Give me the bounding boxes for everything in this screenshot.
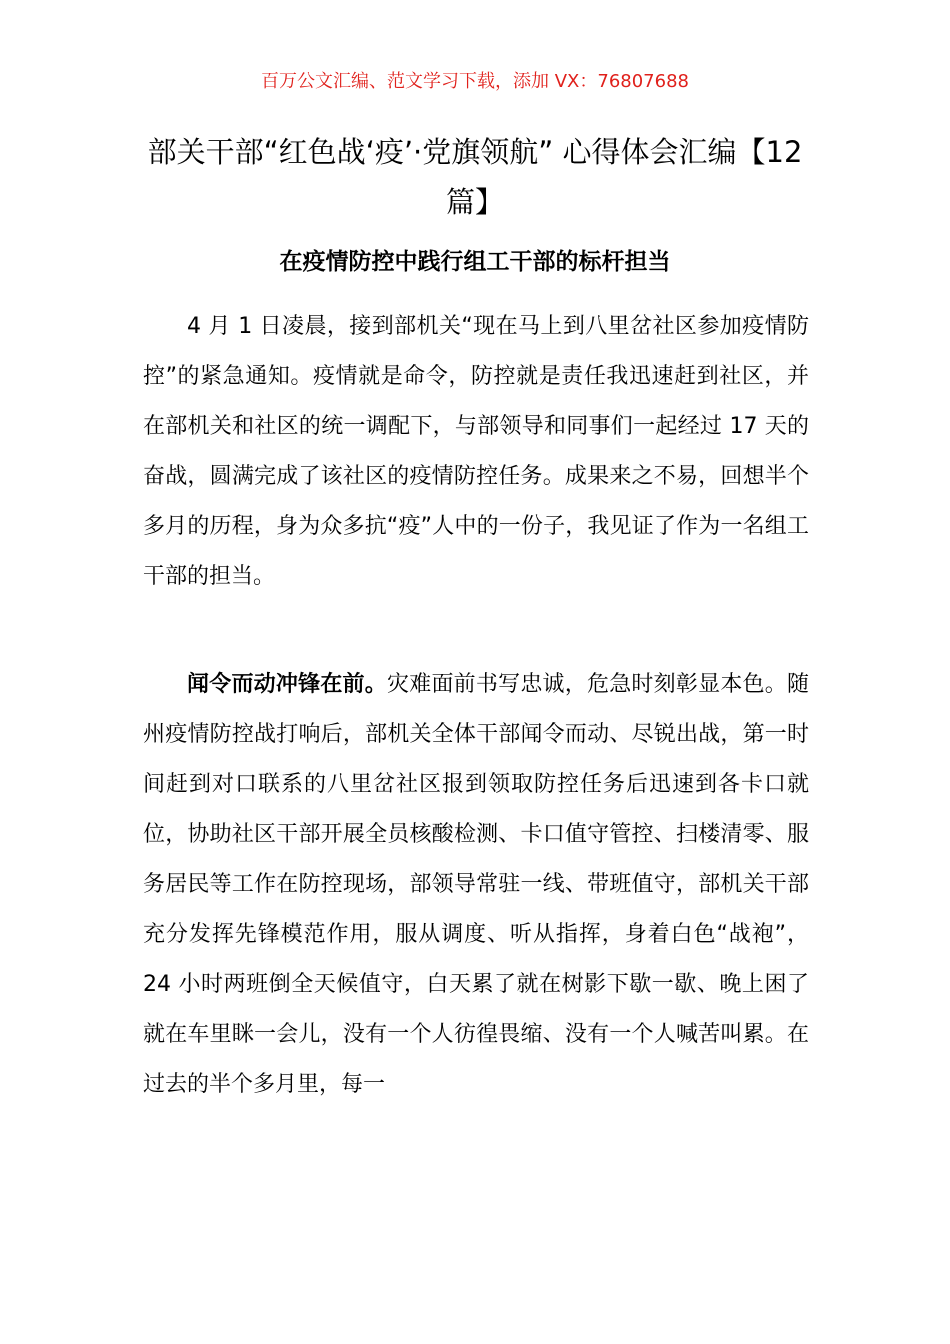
section-subtitle: 在疫情防控中践行组工干部的标杆担当 xyxy=(279,249,671,275)
paragraph-2-lead: 闻令而动冲锋在前。 xyxy=(187,672,387,697)
paragraph-1-text: 4 月 1 日凌晨，接到部机关“现在马上到八里岔社区参加疫情防控”的紧急通知。疫情就是命令，防控就是责任我迅速赶到社区，并在部机关和社区的统一调配下，与部领导和同事们一起经过 17 天的奋战，圆满完成了该社区的疫情防控任务。成果来之不易，回想半个多月的历程，身为众多抗“疫”人中的一份子，我见证了作为一名组工干部的担当。 xyxy=(143,314,809,589)
paragraph-1 xyxy=(143,302,809,602)
document-title: 部关干部“红色战‘疫’·党旗领航” 心得体会汇编【12 篇】 xyxy=(147,135,803,219)
paragraph-2-text: 灾难面前书写忠诚，危急时刻彰显本色。随州疫情防控战打响后，部机关全体干部闻令而动、尽锐出战，第一时间赶到对口联系的八里岔社区报到领取防控任务后迅速到各卡口就位，协助社区干部开展全员核酸检测、卡口值守管控、扫楼清零、服务居民等工作在防控现场，部领导常驻一线、带班值守，部机关干部充分发挥先锋模范作用，服从调度、听从指挥，身着白色“战袍”，24 小时两班倒全天候值守，白天累了就在树影下歇一歇、晚上困了就在车里眯一会儿，没有一个人彷徨畏缩、没有一个人喊苦叫累。在过去的半个多月里，每一 xyxy=(143,672,809,1097)
paragraph-2 xyxy=(143,660,809,1110)
header-note: 百万公文汇编、范文学习下载，添加 VX：76807688 xyxy=(261,71,689,92)
